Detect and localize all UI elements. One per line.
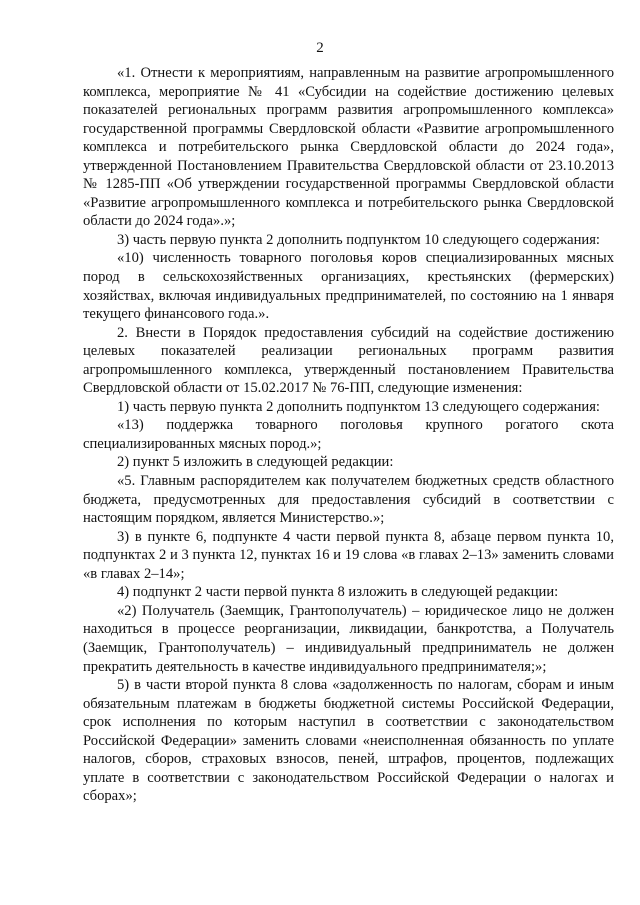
page-number: 2 (316, 40, 324, 56)
paragraph-11: «2) Получатель (Заемщик, Грантополучатель) – юридическое лицо не должен находиться в процессе реорганизации, ликвидации, банкротства, а Получатель (Заемщик, Грантополучатель) – индивидуальный предприниматель не должен прекратить деятельность в качестве индивидуального предпринимателя;»; (83, 602, 614, 675)
paragraph-10: 4) подпункт 2 части первой пункта 8 изложить в следующей редакции: (117, 584, 559, 601)
paragraph-4: 2. Внести в Порядок предоставления субсидий на содействие достижению целевых показателей реализации региональных программ развития агропромышленного комплекса, утвержденный постановлением Правительства Свердловской области от 15.02.2017 № 76-ПП, следующие изменения: (83, 324, 614, 397)
paragraph-9: 3) в пункте 6, подпункте 4 части первой пункта 8, абзаце первом пункта 10, подпунктах 2 и 3 пункта 12, пунктах 16 и 19 слова «в главах 2–13» заменить словами «в главах 2–14»; (83, 528, 614, 582)
paragraph-2: 3) часть первую пункта 2 дополнить подпунктом 10 следующего содержания: (117, 231, 600, 248)
paragraph-5: 1) часть первую пункта 2 дополнить подпунктом 13 следующего содержания: (117, 398, 600, 415)
paragraph-7: 2) пункт 5 изложить в следующей редакции: (117, 454, 394, 471)
paragraph-3: «10) численность товарного поголовья коров специализированных мясных пород в сельскохозяйственных организациях, крестьянских (фермерских) хозяйствах, включая индивидуальных предпринимателей, по состоянию на 1 января текущего финансового года.». (83, 250, 614, 323)
paragraph-1: «1. Отнести к мероприятиям, направленным на развитие агропромышленного комплекса, мероприятие № 41 «Субсидии на содействие достижению целевых показателей региональных программ развития агропромышленного комплекса» государственной программы Свердловской области «Развитие агропромышленного комплекса и потребительского рынка Свердловской области до 2024 года», утвержденной Постановлением Правительства Свердловской области от 23.10.2013 № 1285-ПП «Об утверждении государственной программы Свердловской области «Развитие агропромышленного комплекса и потребительского рынка Свердловской области до 2024 года».»; (83, 65, 614, 230)
paragraph-8: «5. Главным распорядителем как получателем бюджетных средств областного бюджета, предусмотренных для предоставления субсидий в соответствии с настоящим порядком, является Министерство.»; (83, 473, 614, 527)
paragraph-6: «13) поддержка товарного поголовья крупного рогатого скота специализированных мясных пород.»; (83, 417, 614, 452)
document-body (83, 64, 614, 806)
paragraph-12: 5) в части второй пункта 8 слова «задолженность по налогам, сборам и иным обязательным платежам в бюджеты бюджетной системы Российской Федерации, срок исполнения по которым наступил в соответствии с законодательством Российской Федерации» заменить словами «неисполненная обязанность по уплате налогов, сборов, страховых взносов, пеней, штрафов, процентов, подлежащих уплате в соответствии с законодательством Российской Федерации о налогах и сборах»; (83, 677, 614, 805)
